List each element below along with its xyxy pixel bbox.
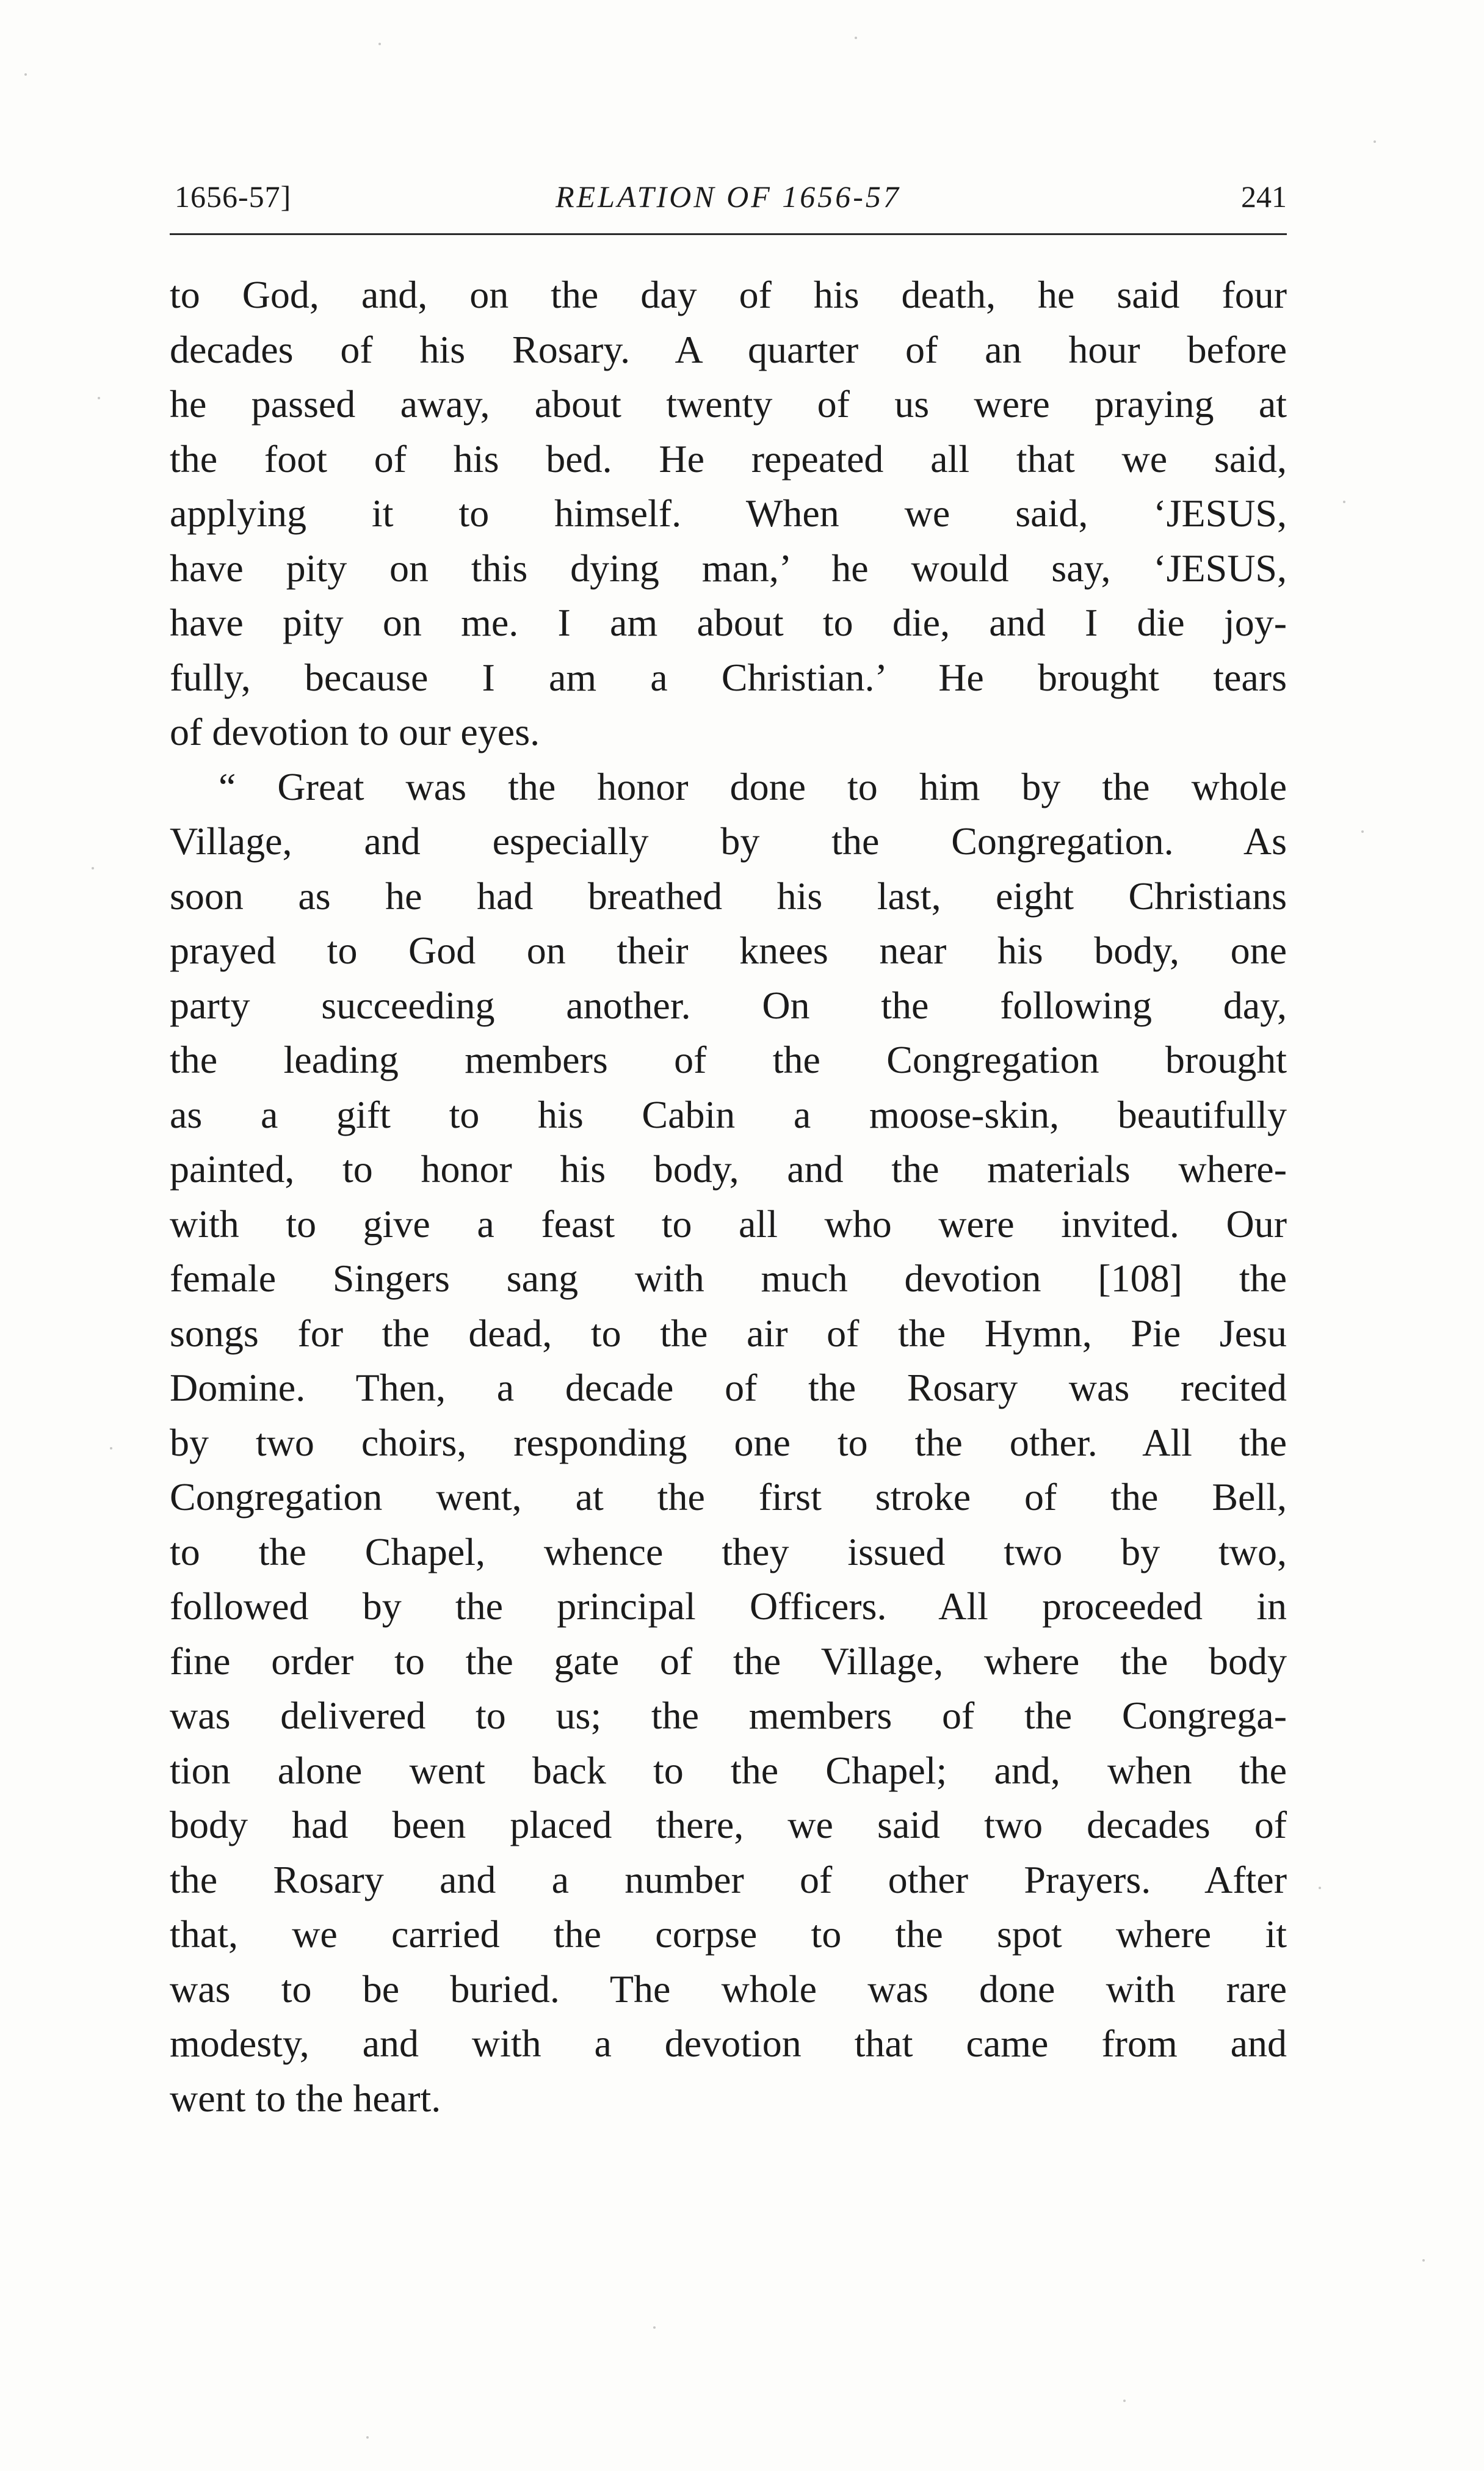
scan-speck: [1123, 2400, 1126, 2402]
scan-speck: [1374, 140, 1376, 143]
text-line: painted, to honor his body, and the materials where-: [170, 1147, 1287, 1191]
text-line: party succeeding another. On the following day,: [170, 983, 1287, 1027]
scan-speck: [855, 37, 857, 39]
text-line: went to the heart.: [170, 2076, 441, 2120]
text-line: to the Chapel, whence they issued two by two,: [170, 1529, 1287, 1573]
text-line: the leading members of the Congregation brought: [170, 1038, 1287, 1081]
paragraph-1: [170, 267, 1287, 760]
scan-speck: [1319, 1887, 1321, 1889]
text-line: have pity on this dying man,’ he would say, ‘JESUS,: [170, 546, 1287, 590]
text-line: tion alone went back to the Chapel; and, when the: [170, 1748, 1287, 1792]
scan-speck: [92, 867, 94, 869]
text-line: that, we carried the corpse to the spot where it: [170, 1912, 1287, 1956]
text-line: fully, because I am a Christian.’ He brought tears: [170, 655, 1287, 699]
running-head: [170, 172, 1287, 221]
text-line: decades of his Rosary. A quarter of an hour before: [170, 327, 1287, 371]
text-line: followed by the principal Officers. All proceeded in: [170, 1584, 1287, 1628]
scan-speck: [1422, 2259, 1425, 2262]
scan-speck: [1343, 501, 1345, 503]
text-line: fine order to the gate of the Village, where the body: [170, 1639, 1287, 1683]
text-line: have pity on me. I am about to die, and I die joy-: [170, 601, 1287, 644]
text-line: body had been placed there, we said two decades of: [170, 1803, 1287, 1846]
text-line: to God, and, on the day of his death, he said four: [170, 273, 1287, 316]
text-line: was delivered to us; the members of the Congrega-: [170, 1694, 1287, 1737]
scan-speck: [24, 73, 27, 76]
scan-speck: [1361, 830, 1364, 833]
text-line: by two choirs, responding one to the other. All the: [170, 1420, 1287, 1464]
text-line: Village, and especially by the Congregation. As: [170, 819, 1287, 863]
header-rule: [170, 233, 1287, 235]
text-line: soon as he had breathed his last, eight Christians: [170, 874, 1287, 918]
scan-speck: [653, 2326, 656, 2329]
running-title: RELATION OF 1656-57: [556, 180, 901, 214]
date-range-label: 1656-57]: [175, 180, 292, 214]
text-line: Domine. Then, a decade of the Rosary was recited: [170, 1366, 1287, 1409]
text-line: female Singers sang with much devotion [108] the: [170, 1257, 1287, 1300]
text-line: as a gift to his Cabin a moose-skin, beautifully: [170, 1092, 1287, 1136]
text-line: of devotion to our eyes.: [170, 710, 540, 753]
text-line: songs for the dead, to the air of the Hymn, Pie Jesu: [170, 1311, 1287, 1355]
scan-speck: [366, 2436, 369, 2439]
text-line: prayed to God on their knees near his body, one: [170, 929, 1287, 972]
text-line: with to give a feast to all who were invited. Our: [170, 1202, 1287, 1246]
scan-speck: [98, 397, 100, 399]
scan-speck: [110, 1447, 112, 1450]
text-line: the Rosary and a number of other Prayers. After: [170, 1857, 1287, 1901]
text-line: was to be buried. The whole was done with rare: [170, 1967, 1287, 2011]
paragraph-2: [170, 760, 1287, 2126]
text-line: “ Great was the honor done to him by the whole: [219, 764, 1287, 808]
text-line: he passed away, about twenty of us were praying at: [170, 382, 1287, 426]
text-line: the foot of his bed. He repeated all that we said,: [170, 437, 1287, 481]
text-line: Congregation went, at the first stroke of the Bell,: [170, 1475, 1287, 1519]
text-line: modesty, and with a devotion that came from and: [170, 2022, 1287, 2065]
page-number: 241: [1241, 180, 1287, 214]
scan-speck: [378, 43, 381, 45]
body-text: [170, 267, 1287, 2125]
text-line: applying it to himself. When we said, ‘JESUS,: [170, 492, 1287, 535]
